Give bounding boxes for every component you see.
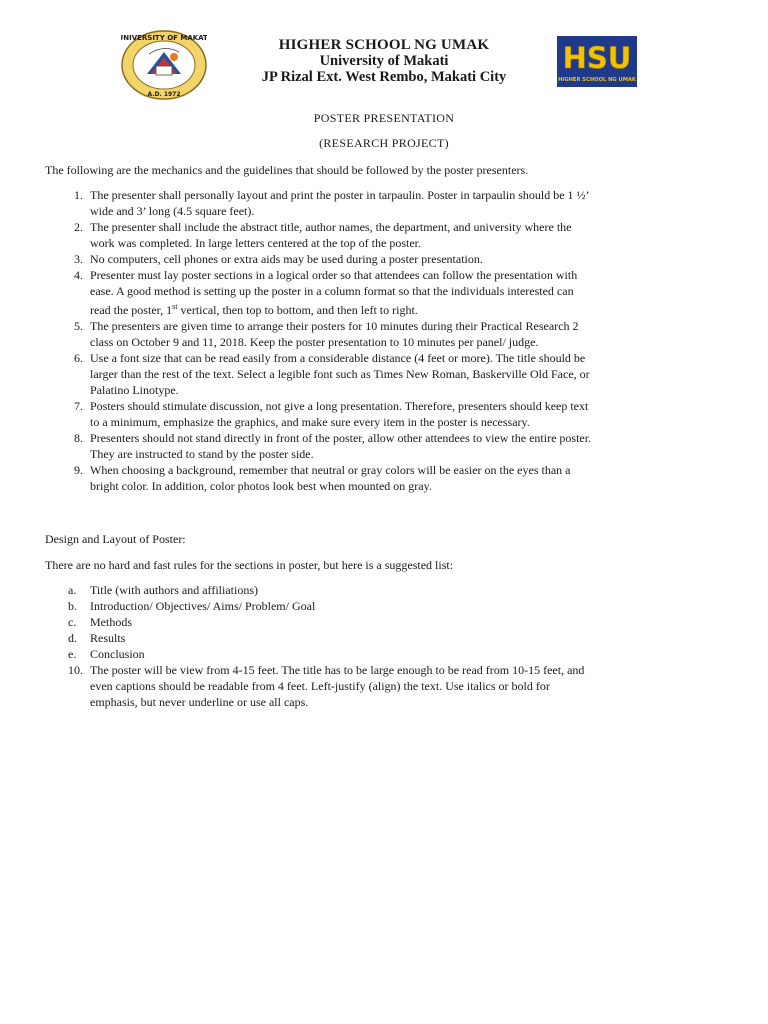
- list-item: 8. Presenters should not stand directly in front of the poster, allow other attendees to view the entire poster. They are instructed to stand by the poster side.: [74, 431, 592, 461]
- list-item: c. Methods: [68, 615, 132, 629]
- list-item: 3. No computers, cell phones or extra aids may be used during a poster presentation.: [74, 252, 483, 266]
- letterhead: [200, 37, 568, 85]
- list-item: 6. Use a font size that can be read easily from a considerable distance (4 feet or more). The title should be larger than the rest of the text. Select a legible font such as Times New Roman, Baskerville Old Face, or Palatino Linotype.: [74, 351, 590, 397]
- list-item: d. Results: [68, 631, 126, 645]
- list-item: b. Introduction/ Objectives/ Aims/ Problem/ Goal: [68, 599, 316, 613]
- school-name: HIGHER SCHOOL NG UMAK: [278, 37, 490, 53]
- guidelines-list: [45, 187, 735, 494]
- design-heading: Design and Layout of Poster:: [45, 532, 186, 546]
- address: JP Rizal Ext. West Rembo, Makati City: [261, 69, 507, 85]
- hsu-logo-icon: [557, 36, 637, 87]
- list-item: 7. Posters should stimulate discussion, not give a long presentation. Therefore, presenters should keep text to a minimum, emphasize the graphics, and make sure every item in the poster is necessary.: [74, 399, 589, 429]
- list-item: 1. The presenter shall personally layout and print the poster in tarpaulin. Poster in tarpaulin should be 1 ½’ wide and 3’ long (4.5 square feet).: [74, 188, 590, 218]
- document-title: POSTER PRESENTATION: [313, 111, 455, 125]
- list-item: 10. The poster will be view from 4-15 feet. The title has to be large enough to be read from 10-15 feet, and even captions should be readable from 4 feet. Left-justify (align) the text. Use italics or bold for emphasis, but never underline or use all caps.: [68, 663, 585, 709]
- university-name: University of Makati: [319, 53, 449, 69]
- list-item: 4. Presenter must lay poster sections in a logical order so that attendees can follow the presentation with ease. A good method is setting up the poster in a column format so that the individuals interested can read the poster, 1st vertical, then top to bottom, and then left to right.: [74, 268, 578, 317]
- list-item: a. Title (with authors and affiliations): [68, 583, 258, 597]
- svg-text:UNIVERSITY OF MAKATI: UNIVERSITY OF MAKATI: [121, 34, 207, 42]
- svg-text:A.D. 1972: A.D. 1972: [147, 91, 181, 98]
- svg-text:HSU: HSU: [562, 41, 632, 75]
- list-item: 5. The presenters are given time to arrange their posters for 10 minutes during their Practical Research 2 class on October 9 and 11, 2018. Keep the poster presentation to 10 minutes per panel/ judge.: [74, 319, 579, 349]
- list-item: e. Conclusion: [68, 647, 145, 661]
- document-subtitle: (RESEARCH PROJECT): [319, 136, 449, 150]
- list-item: 2. The presenter shall include the abstract title, author names, the department, and university where the work was completed. In large letters centered at the top of the poster.: [74, 220, 572, 250]
- design-lead: There are no hard and fast rules for the sections in poster, but here is a suggested list:: [45, 558, 454, 572]
- university-seal-icon: [121, 30, 207, 100]
- svg-text:HIGHER SCHOOL NG UMAK: HIGHER SCHOOL NG UMAK: [558, 77, 636, 83]
- list-item: 9. When choosing a background, remember that neutral or gray colors will be easier on the eyes than a bright color. In addition, color photos look best when mounted on gray.: [74, 463, 571, 493]
- sections-list: [45, 582, 735, 710]
- intro-paragraph: The following are the mechanics and the guidelines that should be followed by the poster presenters.: [45, 163, 529, 177]
